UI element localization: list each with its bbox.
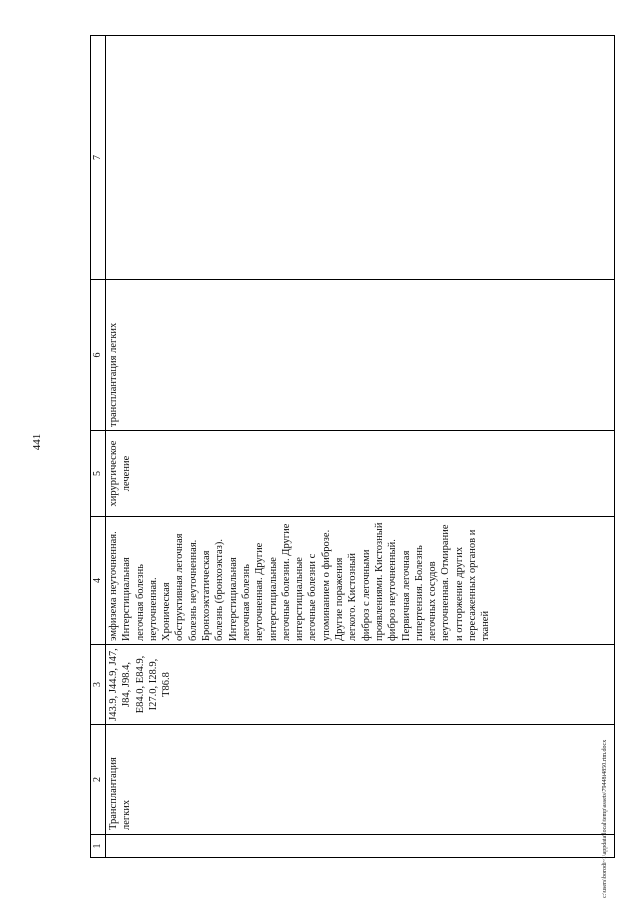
- footer-file-path: c:\users\borodi~1\appdata\local\temp\assets\79448i4850.rtm.docx: [602, 739, 608, 898]
- procedures-table-container: [90, 36, 615, 858]
- table-row: [106, 36, 615, 858]
- column-header-7: 7: [91, 36, 106, 280]
- cell-icd-codes: J43.9, J44.9, J47, J84, J98.4, E84.0, E84.9, I27.0, I28.9, T86.8: [106, 645, 615, 725]
- cell-treatment-method: трансплантация легких: [106, 280, 615, 431]
- column-header-3: 3: [91, 645, 106, 725]
- cell-procedure-name: Трансплантация легких: [106, 725, 615, 835]
- cell-diagnoses: эмфизема неуточненная. Интерстициальная легочная болезнь неуточненная. Хроническая обструктивная легочная болезнь неуточненная. Бронхоэктатическая болезнь (бронхоэктаз). Интерстициальная легочная болезнь неуточненная. Другие интерстициальные легочные болезни. Другие интерстициальные легочные болезни с упоминанием о фиброзе. Другие поражения легкого. Кистозный фиброз с легочными проявлениями. Кистозный фиброз неуточненный. Первичная легочная гипертензия. Болезнь легочных сосудов неуточненная. Отмирание и отторжение других пересаженных органов и тканей: [106, 517, 615, 645]
- page-number: 441: [31, 433, 43, 451]
- cell-treatment-type: хирургическое лечение: [106, 431, 615, 517]
- column-header-1: 1: [91, 835, 106, 858]
- column-header-4: 4: [91, 517, 106, 645]
- cell-col7: [106, 36, 615, 280]
- header-row: [91, 36, 106, 858]
- cell-number: [106, 835, 615, 858]
- column-header-5: 5: [91, 431, 106, 517]
- column-header-6: 6: [91, 280, 106, 431]
- procedures-table: [90, 35, 615, 858]
- column-header-2: 2: [91, 725, 106, 835]
